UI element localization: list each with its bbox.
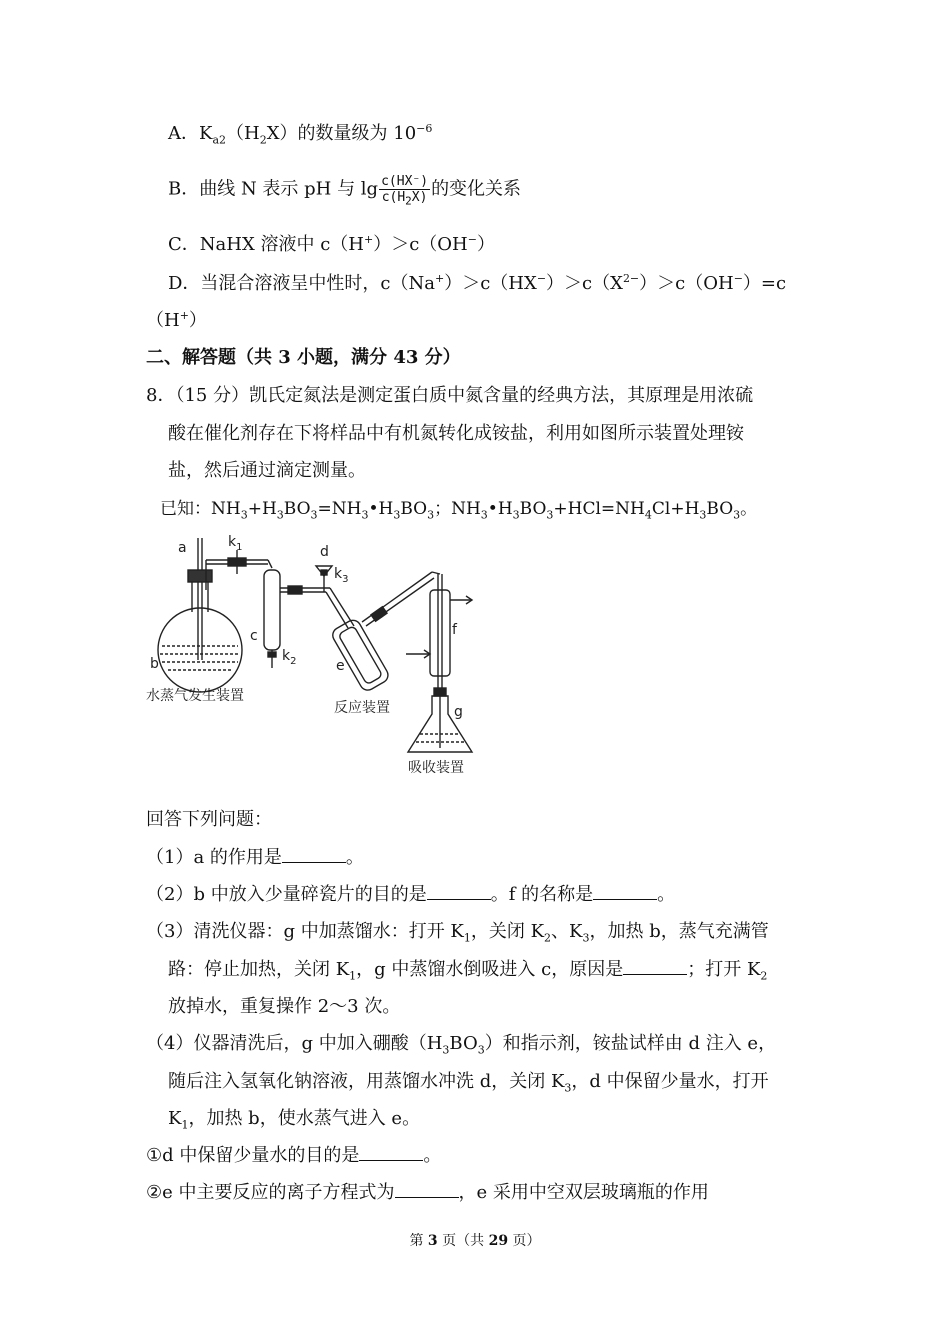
answer-intro: 回答下列问题： — [146, 809, 272, 830]
q-text: ，关闭 K — [470, 921, 545, 942]
answer-blank[interactable] — [359, 1144, 423, 1161]
section-heading: 二、解答题（共 3 小题，满分 43 分） — [146, 347, 461, 368]
page-footer — [0, 1230, 950, 1250]
valve-k2 — [268, 652, 276, 657]
option-c — [168, 233, 495, 257]
q-text: ）和指示剂，铵盐试样由 d 注入 e， — [484, 1033, 777, 1054]
subscript: 3 — [564, 1081, 572, 1095]
option-c-text: ） — [476, 234, 495, 255]
label-e: e — [336, 658, 345, 674]
page-number: 3 — [427, 1233, 438, 1249]
subscript: 1 — [349, 969, 357, 983]
label-c: c — [250, 628, 258, 644]
subscript: 3 — [442, 1043, 450, 1057]
caption-reaction: 反应装置 — [334, 700, 390, 716]
subscript: 3 — [477, 1043, 485, 1057]
superscript: + — [435, 272, 445, 285]
option-d-text: D．当混合溶液呈中性时，c（Na — [168, 273, 435, 294]
option-b — [168, 174, 522, 208]
kjeldahl-apparatus-diagram — [140, 530, 480, 780]
option-d — [168, 272, 786, 296]
q-text: ，e 采用中空双层玻璃瓶的作用 — [458, 1182, 709, 1203]
known-equations — [160, 497, 757, 521]
superscript: + — [364, 233, 374, 246]
option-d-text: ）＞c（X — [546, 273, 623, 294]
q-text: ，加热 b，使水蒸气进入 e。 — [188, 1108, 421, 1129]
subscript: 3 — [361, 508, 369, 522]
option-a — [168, 122, 432, 146]
den-text: c(H — [381, 190, 406, 205]
answer-blank[interactable] — [427, 883, 491, 900]
label-k1 — [228, 534, 242, 553]
subscript: 3 — [512, 508, 520, 522]
option-a-text: X）的数量级为 10 — [266, 123, 417, 144]
sub-question-2 — [146, 1181, 709, 1205]
superscript: − — [733, 272, 743, 285]
rubber-joint — [288, 586, 302, 594]
subscript: 3 — [240, 508, 248, 522]
label-f: f — [452, 622, 457, 638]
answer-blank[interactable] — [282, 846, 346, 863]
k-sub: 2 — [290, 656, 297, 667]
condenser-f — [430, 590, 450, 676]
stopper — [188, 570, 212, 582]
q-text: （1）a 的作用是 — [146, 847, 282, 868]
subscript: 2 — [405, 194, 412, 208]
option-d-text: （H — [146, 310, 180, 331]
subscript: 3 — [310, 508, 318, 522]
eq-text: BO — [519, 499, 547, 519]
question-4-line1 — [146, 1032, 776, 1056]
q-text: （3）清洗仪器：g 中加蒸馏水：打开 K — [146, 921, 464, 942]
rubber-joint — [434, 688, 446, 696]
answer-blank[interactable] — [593, 883, 657, 900]
k-label: k — [334, 566, 343, 582]
q-text: （4）仪器清洗后，g 中加入硼酸（H — [146, 1033, 443, 1054]
option-b-suffix: 的变化关系 — [431, 178, 522, 200]
eq-text: +H — [247, 499, 277, 519]
option-a-text: （H — [226, 123, 260, 144]
subscript: 3 — [393, 508, 401, 522]
eq-text: BO — [283, 499, 311, 519]
eq-text: +HCl=NH — [553, 499, 645, 519]
log-ratio-fraction — [379, 174, 430, 208]
option-a-text: A．K — [168, 123, 213, 144]
question-8-line1: 8．（15 分）凯氏定氮法是测定蛋白质中氮含量的经典方法，其原理是用浓硫 — [146, 385, 754, 406]
reaction-flask-e — [330, 617, 391, 693]
q-text: ②e 中主要反应的离子方程式为 — [146, 1182, 395, 1203]
subscript: 2 — [760, 969, 768, 983]
caption-steam-generator: 水蒸气发生装置 — [146, 688, 244, 704]
superscript: −6 — [416, 122, 433, 135]
subscript: 3 — [699, 508, 707, 522]
question-4-line3 — [168, 1107, 420, 1131]
q-text: 。f 的名称是 — [490, 884, 594, 905]
option-d-text: ）＞c（HX — [444, 273, 537, 294]
q-text: ，d 中保留少量水，打开 — [571, 1071, 769, 1092]
q-text: ①d 中保留少量水的目的是 — [146, 1145, 360, 1166]
q-text: ；打开 K — [687, 959, 761, 980]
subscript: 3 — [546, 508, 554, 522]
subscript: 2 — [259, 133, 267, 147]
q-text: ，g 中蒸馏水倒吸进入 c，原因是 — [356, 959, 624, 980]
label-g: g — [454, 704, 463, 720]
pipe-bend — [432, 572, 440, 574]
subscript: a2 — [212, 133, 227, 147]
subscript: 3 — [276, 508, 284, 522]
footer-text: 页（共 — [437, 1233, 489, 1249]
answer-blank[interactable] — [623, 958, 687, 975]
q-text: 。 — [657, 884, 676, 905]
tube-c — [264, 570, 280, 650]
subscript: 1 — [181, 1118, 189, 1132]
q-text: 、K — [551, 921, 583, 942]
fraction-denominator — [379, 190, 430, 208]
q-text: BO — [449, 1033, 478, 1054]
subscript: 3 — [427, 508, 435, 522]
eq-text: •H — [368, 499, 394, 519]
den-text: X) — [411, 190, 428, 205]
eq-text: ；NH — [434, 499, 481, 519]
superscript: 2− — [622, 272, 640, 285]
subscript: 2 — [544, 931, 552, 945]
q-text: ，加热 b，蒸气充满管 — [589, 921, 769, 942]
caption-absorption: 吸收装置 — [408, 760, 464, 776]
option-d-text: ） — [188, 310, 207, 331]
subscript: 1 — [463, 931, 471, 945]
pipe-to-c — [268, 560, 272, 568]
eq-text: 。 — [740, 499, 758, 519]
question-3-line1 — [146, 920, 769, 944]
label-k2 — [282, 648, 296, 667]
q-text: 路：停止加热，关闭 K — [168, 959, 350, 980]
sub-question-1 — [146, 1144, 441, 1168]
label-b: b — [150, 656, 159, 672]
q-text: K — [168, 1108, 182, 1129]
option-c-text: ）＞c（OH — [373, 234, 468, 255]
superscript: − — [536, 272, 547, 285]
q-text: 随后注入氢氧化钠溶液，用蒸馏水冲洗 d，关闭 K — [168, 1071, 565, 1092]
page-total: 29 — [488, 1233, 509, 1249]
subscript: 3 — [733, 508, 741, 522]
eq-text: =NH — [317, 499, 362, 519]
eq-text: BO — [706, 499, 734, 519]
question-1 — [146, 846, 364, 870]
question-3-line2 — [168, 958, 767, 982]
k-sub: 1 — [236, 542, 243, 553]
question-2 — [146, 883, 675, 907]
option-d-continued — [146, 309, 207, 333]
eq-text: 已知：NH — [160, 499, 241, 519]
subscript: 3 — [582, 931, 590, 945]
subscript: 4 — [644, 508, 652, 522]
option-d-text: ）=c — [742, 273, 787, 294]
k-label: k — [282, 648, 291, 664]
footer-text: 第 — [409, 1233, 428, 1249]
rubber-joint — [371, 607, 387, 622]
question-3-line3: 放掉水，重复操作 2～3 次。 — [168, 996, 401, 1017]
k-label: k — [228, 534, 237, 550]
option-b-text: B．曲线 N 表示 pH 与 lg — [168, 178, 379, 200]
q-text: （2）b 中放入少量碎瓷片的目的是 — [146, 884, 427, 905]
option-c-text: C．NaHX 溶液中 c（H — [168, 234, 364, 255]
label-a: a — [178, 540, 187, 556]
eq-text: Cl+H — [651, 499, 700, 519]
valve-k3 — [321, 570, 327, 575]
superscript: + — [179, 309, 189, 322]
footer-text: 页） — [508, 1233, 541, 1249]
question-8-line3: 盐，然后通过滴定测量。 — [168, 460, 366, 481]
q-text: 。 — [345, 847, 364, 868]
question-8-line2: 酸在催化剂存在下将样品中有机氮转化成铵盐，利用如图所示装置处理铵 — [168, 423, 744, 444]
q-text: 。 — [423, 1145, 442, 1166]
fraction-numerator: c(HX⁻) — [381, 174, 429, 189]
subscript: 3 — [480, 508, 488, 522]
label-d: d — [320, 544, 329, 560]
eq-text: •H — [487, 499, 513, 519]
label-k3 — [334, 566, 348, 585]
superscript: − — [467, 233, 477, 246]
answer-blank[interactable] — [395, 1181, 459, 1198]
steam-flask-b — [158, 608, 242, 692]
eq-text: BO — [400, 499, 428, 519]
question-4-line2 — [168, 1070, 769, 1094]
option-d-text: ）＞c（OH — [639, 273, 734, 294]
k-sub: 3 — [342, 574, 349, 585]
